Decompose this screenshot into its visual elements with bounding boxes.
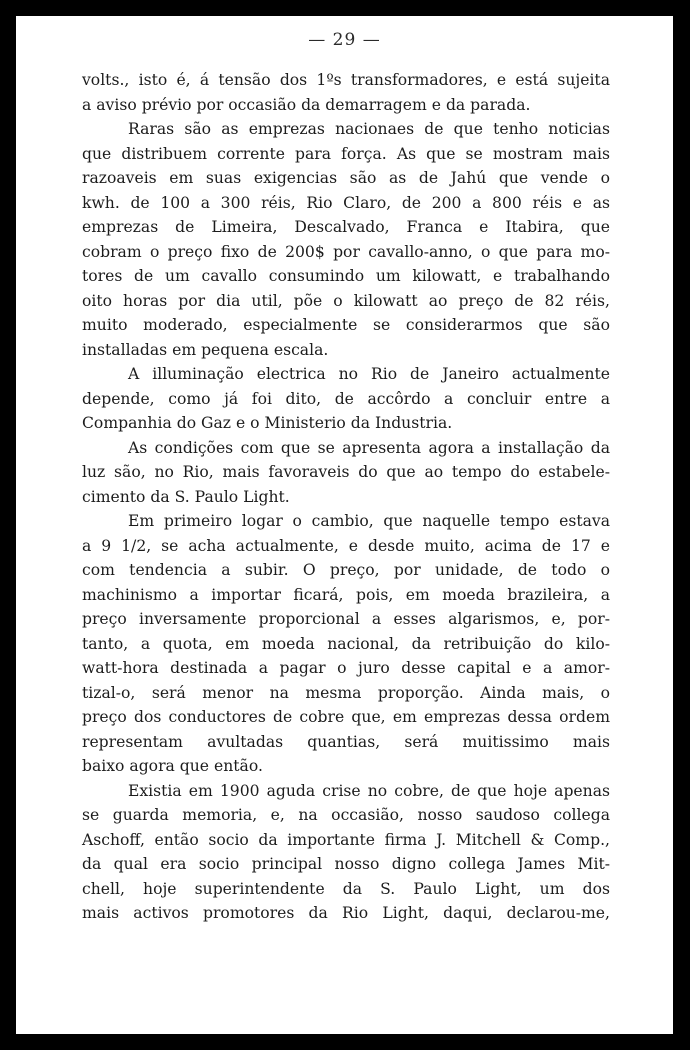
- document-page: [16, 16, 673, 1034]
- text-line: luz são, no Rio, mais favoraveis do que ao tempo do estabele-: [82, 463, 610, 481]
- text-line: Raras são as emprezas nacionaes de que tenho noticias: [128, 120, 610, 138]
- text-line: mais activos promotores da Rio Light, daqui, declarou-me,: [82, 904, 610, 922]
- text-line: tizal-o, será menor na mesma proporção. Ainda mais, o: [82, 683, 610, 702]
- text-line: representam avultadas quantias, será muitissimo mais: [82, 732, 610, 751]
- text-line: A illuminação electrica no Rio de Janeiro actualmente: [128, 365, 610, 383]
- body-text: [82, 68, 610, 926]
- text-line: machinismo a importar ficará, pois, em moeda brazileira, a: [82, 585, 610, 604]
- text-line: que distribuem corrente para força. As que se mostram mais: [82, 144, 610, 163]
- text-line: volts., isto é, á tensão dos 1ºs transformadores, e está sujeita: [82, 71, 610, 89]
- text-line: cimento da S. Paulo Light.: [82, 487, 290, 506]
- text-line: com tendencia a subir. O preço, por unidade, de todo o: [82, 561, 610, 579]
- text-line: tores de um cavallo consumindo um kilowatt, e trabalhando: [82, 267, 610, 285]
- text-line: kwh. de 100 a 300 réis, Rio Claro, de 200 a 800 réis e as: [82, 193, 610, 212]
- text-line: As condições com que se apresenta agora a installação da: [128, 438, 610, 457]
- paragraph: [82, 68, 610, 117]
- paragraph: [82, 362, 610, 436]
- text-line: preço inversamente proporcional a esses algarismos, e, por-: [82, 610, 610, 628]
- text-line: chell, hoje superintendente da S. Paulo Light, um dos: [82, 879, 610, 898]
- text-line: muito moderado, especialmente se considerarmos que são: [82, 316, 610, 334]
- text-line: Aschoff, então socio da importante firma J. Mitchell & Comp.,: [82, 830, 610, 849]
- text-line: se guarda memoria, e, na occasião, nosso saudoso collega: [82, 806, 610, 824]
- text-line: cobram o preço fixo de 200$ por cavallo-anno, o que para mo-: [82, 242, 610, 261]
- text-line: Companhia do Gaz e o Ministerio da Industria.: [82, 414, 453, 432]
- text-line: a 9 1/2, se acha actualmente, e desde muito, acima de 17 e: [82, 536, 610, 555]
- paragraph: [82, 509, 610, 779]
- text-line: tanto, a quota, em moeda nacional, da retribuição do kilo-: [82, 634, 610, 653]
- text-line: razoaveis em suas exigencias são as de Jahú que vende o: [82, 169, 610, 187]
- text-line: watt-hora destinada a pagar o juro desse capital e a amor-: [82, 659, 610, 677]
- text-line: da qual era socio principal nosso digno collega James Mit-: [82, 855, 610, 873]
- text-line: oito horas por dia util, põe o kilowatt ao preço de 82 réis,: [82, 291, 610, 310]
- text-line: Em primeiro logar o cambio, que naquelle tempo estava: [128, 512, 610, 530]
- paragraph: [82, 436, 610, 510]
- text-line: a aviso prévio por occasião da demarragem e da parada.: [82, 95, 531, 114]
- paragraph: [82, 779, 610, 926]
- text-line: preço dos conductores de cobre que, em emprezas dessa ordem: [82, 708, 610, 726]
- text-line: Existia em 1900 aguda crise no cobre, de que hoje apenas: [128, 781, 610, 800]
- text-line: depende, como já foi dito, de accôrdo a concluir entre a: [82, 389, 610, 408]
- text-line: baixo agora que então.: [82, 757, 263, 775]
- paragraph: [82, 117, 610, 362]
- text-line: emprezas de Limeira, Descalvado, Franca e Itabira, que: [82, 218, 610, 236]
- text-line: installadas em pequena escala.: [82, 340, 329, 359]
- page-number: — 29 —: [308, 30, 381, 50]
